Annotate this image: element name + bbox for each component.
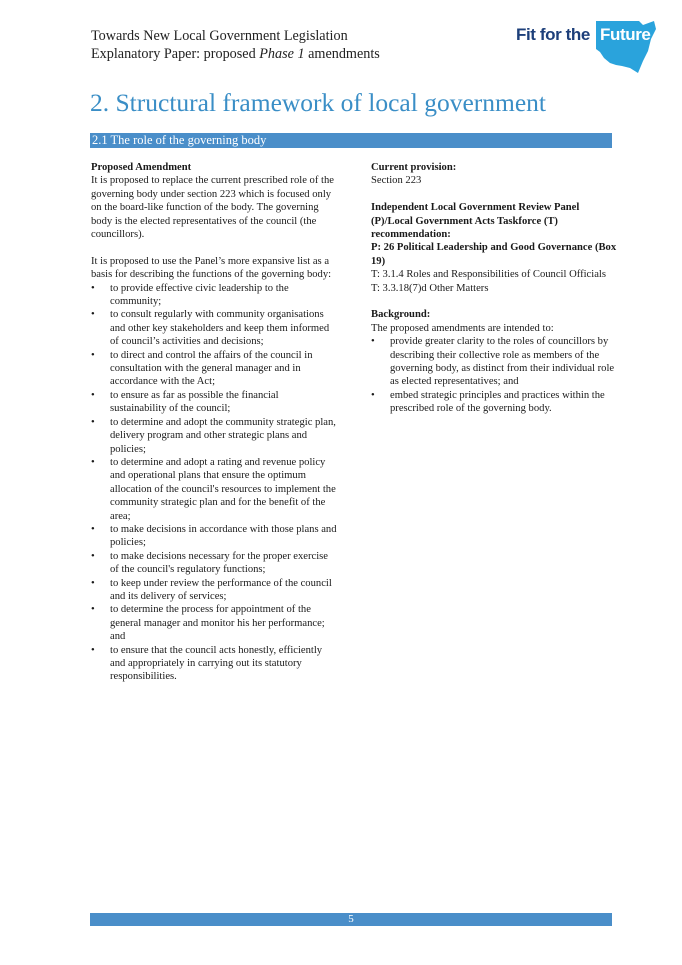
list-item: • to determine and adopt a rating and revenue policy and operational plans that ensure the optimum allocation of the council's resources to implement the community strategic plan and for the benefit of the area; — [91, 456, 337, 523]
list-item: • to determine and adopt the community strategic plan, delivery program and other strategic plans and policies; — [91, 416, 337, 456]
taskforce-recommendation: T: 3.3.18(7)d Other Matters — [371, 282, 489, 294]
current-provision-text: Section 223 — [371, 175, 422, 187]
proposed-amendment-heading: Proposed Amendment — [91, 162, 192, 173]
list-item: • to ensure that the council acts honestly, efficiently and appropriately in carrying out its statutory responsibilities. — [91, 644, 337, 684]
paragraph: It is proposed to use the Panel’s more expansive list as a basis for describing the functions of the governing body: — [91, 255, 332, 281]
panel-recommendation-p: P: 26 Political Leadership and Good Governance (Box 19) — [371, 242, 617, 267]
logo-text-future: Future — [600, 25, 651, 44]
paragraph: It is proposed to replace the current prescribed role of the governing body under section 223 which is focused only on the board-like function of the body. The governing body is the elected representatives of the council (the councillors). — [91, 175, 334, 241]
list-item: • embed strategic principles and practices within the prescribed role of the governing body. — [371, 389, 617, 416]
page-number: 5 — [348, 913, 354, 925]
list-item: • to consult regularly with community organisations and other key stakeholders and keep them informed of council’s activities and decisions; — [91, 308, 337, 348]
right-column — [371, 161, 617, 416]
list-item: • to determine the process for appointment of the general manager and monitor his her performance; and — [91, 603, 337, 643]
list-item: • to provide effective civic leadership to the community; — [91, 282, 337, 309]
governing-body-functions-list — [91, 282, 337, 684]
background-intro: The proposed amendments are intended to: — [371, 322, 554, 334]
left-column — [91, 161, 337, 684]
fit-for-the-future-logo — [516, 21, 656, 73]
list-item: • to make decisions necessary for the proper exercise of the council's regulatory functions; — [91, 550, 337, 577]
background-heading: Background: — [371, 309, 431, 321]
header-subtitle: Explanatory Paper: proposed Phase 1 amendments — [91, 46, 380, 62]
background-list — [371, 335, 617, 415]
list-item: • to ensure as far as possible the financial sustainability of the council; — [91, 389, 337, 416]
list-item: • to direct and control the affairs of the council in consultation with the general manager and in accordance with the Act; — [91, 349, 337, 389]
taskforce-recommendation: T: 3.1.4 Roles and Responsibilities of Council Officials — [371, 269, 606, 281]
list-item: • provide greater clarity to the roles of councillors by describing their collective role as members of the governing body, as distinct from their individual role as elected representatives; and — [371, 335, 617, 389]
section-heading-bar: 2.1 The role of the governing body — [90, 133, 612, 148]
current-provision-heading: Current provision: — [371, 162, 457, 173]
document-header — [91, 27, 380, 63]
list-item: • to make decisions in accordance with those plans and policies; — [91, 523, 337, 550]
list-item: • to keep under review the performance of the council and its delivery of services; — [91, 577, 337, 604]
panel-recommendation-heading: Independent Local Government Review Panel (P)/Local Government Acts Taskforce (T) recommendation: — [371, 202, 580, 241]
logo-text-fit: Fit for the — [516, 25, 590, 44]
page-number-bar — [90, 913, 612, 926]
header-title: Towards New Local Government Legislation — [91, 28, 348, 44]
page-title: 2. Structural framework of local government — [90, 88, 547, 117]
